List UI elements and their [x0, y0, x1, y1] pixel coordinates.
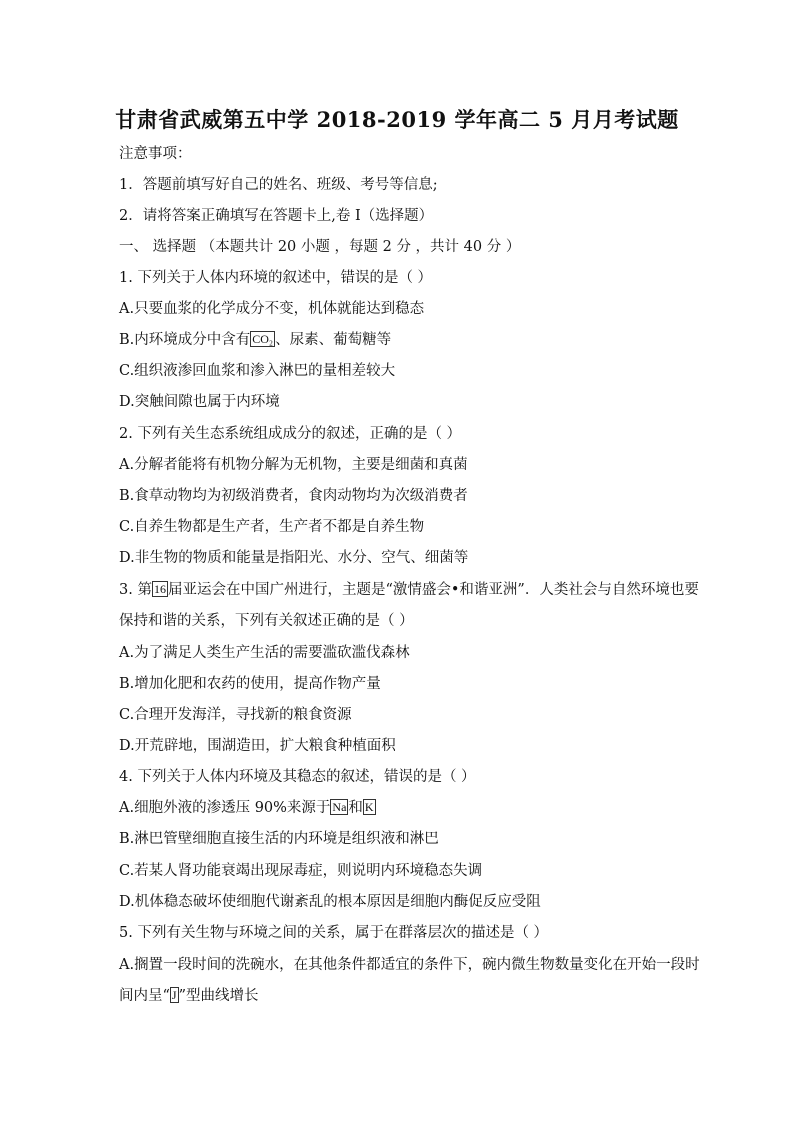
question-2-option-c: C.自养生物都是生产者，生产者不都是自养生物 [119, 519, 425, 535]
number-box: 16 [153, 582, 166, 596]
question-3-option-b: B.增加化肥和农药的使用，提高作物产量 [119, 676, 381, 692]
question-1-option-d: D.突触间隙也属于内环境 [119, 394, 280, 410]
page-title: 甘肃省武威第五中学 2018-2019 学年高二 5 月月考试题 [115, 107, 679, 132]
question-3-option-d: D.开荒辟地，围湖造田，扩大粮食种植面积 [119, 738, 396, 754]
question-5-option-a-continued [119, 986, 259, 1006]
question-3-option-a: A.为了满足人类生产生活的需要滥砍滥伐森林 [119, 645, 410, 661]
question-3-option-c: C.合理开发海洋，寻找新的粮食资源 [119, 707, 352, 723]
formula-box: Na [332, 800, 347, 814]
question-1-option-b [119, 330, 391, 350]
question-2-stem: 2. 下列有关生态系统组成成分的叙述，正确的是（ ） [119, 426, 462, 442]
question-4-stem: 4. 下列关于人体内环境及其稳态的叙述，错误的是（ ） [119, 769, 476, 785]
question-4-option-b: B.淋巴管壁细胞直接生活的内环境是组织液和淋巴 [119, 831, 439, 847]
question-1-stem: 1. 下列关于人体内环境的叙述中，错误的是（ ） [119, 270, 433, 286]
stem-text: 3. 第 [119, 582, 152, 598]
question-5-option-a: A.搁置一段时间的洗碗水，在其他条件都适宜的条件下，碗内微生物数量变化在开始一段时 [119, 957, 700, 973]
option-text: 和 [348, 800, 363, 816]
question-3-stem [119, 580, 699, 600]
question-2-option-a: A.分解者能将有机物分解为无机物，主要是细菌和真菌 [119, 457, 468, 473]
section-heading: 一、 选择题 （本题共计 20 小题 ，每题 2 分 ，共计 40 分 ） [119, 239, 521, 255]
question-1-option-c: C.组织液渗回血浆和渗入淋巴的量相差较大 [119, 363, 396, 379]
stem-text: 届亚运会在中国广州进行，主题是“激情盛会•和谐亚洲”．人类社会与自然环境也要 [167, 582, 699, 598]
notes-heading: 注意事项： [119, 146, 192, 162]
question-2-option-d: D.非生物的物质和能量是指阳光、水分、空气、细菌等 [119, 550, 469, 566]
formula-box: J [171, 988, 177, 1002]
option-text: ”型曲线增长 [178, 988, 259, 1004]
note-1: 1．答题前填写好自己的姓名、班级、考号等信息; [119, 177, 438, 193]
option-text: 间内呈“ [119, 988, 170, 1004]
formula-box: CO₂ [252, 332, 274, 346]
option-text: 、尿素、葡萄糖等 [275, 332, 392, 348]
question-2-option-b: B.食草动物均为初级消费者，食肉动物均为次级消费者 [119, 488, 468, 504]
option-text: B.内环境成分中含有 [119, 332, 251, 348]
question-3-stem-continued: 保持和谐的关系，下列有关叙述正确的是（ ） [119, 613, 414, 629]
formula-box: K [364, 800, 374, 814]
question-4-option-c: C.若某人肾功能衰竭出现尿毒症，则说明内环境稳态失调 [119, 863, 483, 879]
option-text: A.细胞外液的渗透压 90%来源于 [119, 800, 331, 816]
question-4-option-d: D.机体稳态破坏使细胞代谢紊乱的根本原因是细胞内酶促反应受阻 [119, 894, 541, 910]
question-1-option-a: A.只要血浆的化学成分不变，机体就能达到稳态 [119, 301, 425, 317]
question-5-stem: 5. 下列有关生物与环境之间的关系，属于在群落层次的描述是（ ） [119, 925, 549, 941]
question-4-option-a [119, 798, 376, 818]
note-2: 2．请将答案正确填写在答题卡上,卷 I（选择题） [119, 208, 434, 224]
